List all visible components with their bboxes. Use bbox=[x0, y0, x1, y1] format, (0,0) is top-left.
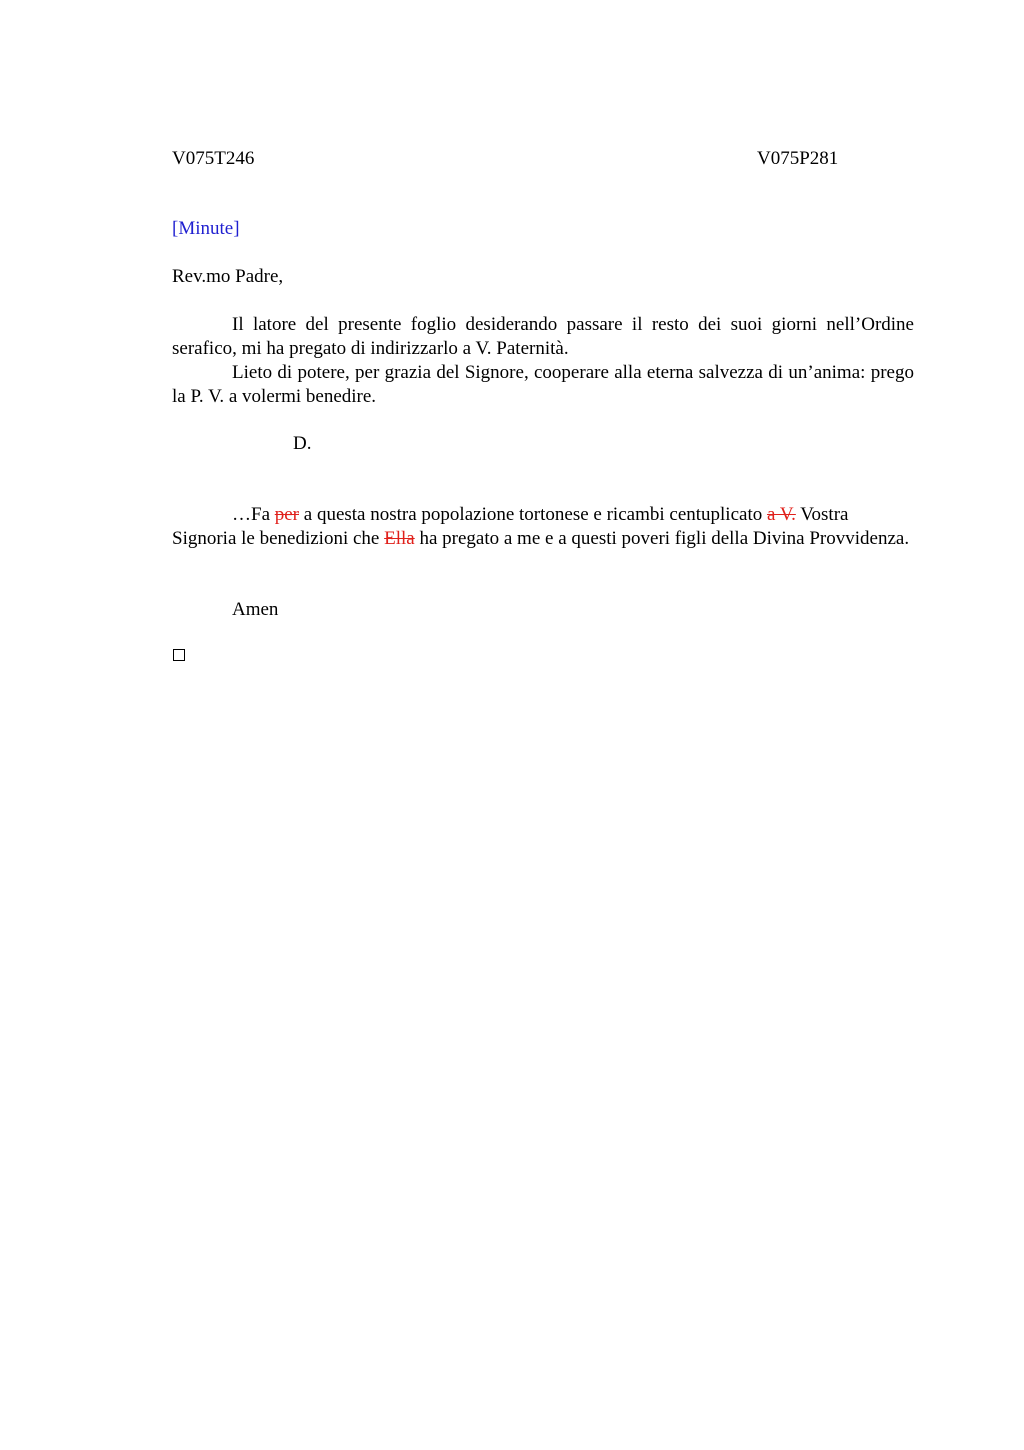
square-box-icon bbox=[173, 649, 185, 661]
fragment-text: Vostra Signoria le benedizioni che bbox=[172, 504, 849, 549]
paragraph-1: Il latore del presente foglio desiderando passare il resto dei suoi giorni nell’Ordine serafico, mi ha pregato di indirizzarlo a V. Paternità. bbox=[172, 314, 914, 359]
paragraph-2: Lieto di potere, per grazia del Signore, cooperare alla eterna salvezza di un’anima: prego la P. V. a volermi benedire. bbox=[172, 362, 914, 407]
signature: D. bbox=[293, 433, 312, 454]
document-code-left: V075T246 bbox=[172, 148, 255, 169]
document-page bbox=[172, 0, 914, 1450]
fragment-text: a questa nostra popolazione tortonese e ricambi centuplicato bbox=[299, 504, 767, 525]
document-code-right: V075P281 bbox=[757, 148, 839, 169]
deleted-text: Ella bbox=[384, 528, 415, 549]
fragment-text: ha pregato a me e a questi poveri figli della Divina Provvidenza. bbox=[414, 528, 910, 549]
deleted-text: per bbox=[274, 504, 300, 525]
closing-amen: Amen bbox=[232, 599, 279, 620]
salutation: Rev.mo Padre, bbox=[172, 266, 284, 287]
fragment-text: …Fa bbox=[232, 504, 275, 525]
fragment-paragraph bbox=[172, 503, 914, 551]
deleted-text: a V. bbox=[766, 504, 796, 525]
minute-label: [Minute] bbox=[172, 218, 240, 239]
